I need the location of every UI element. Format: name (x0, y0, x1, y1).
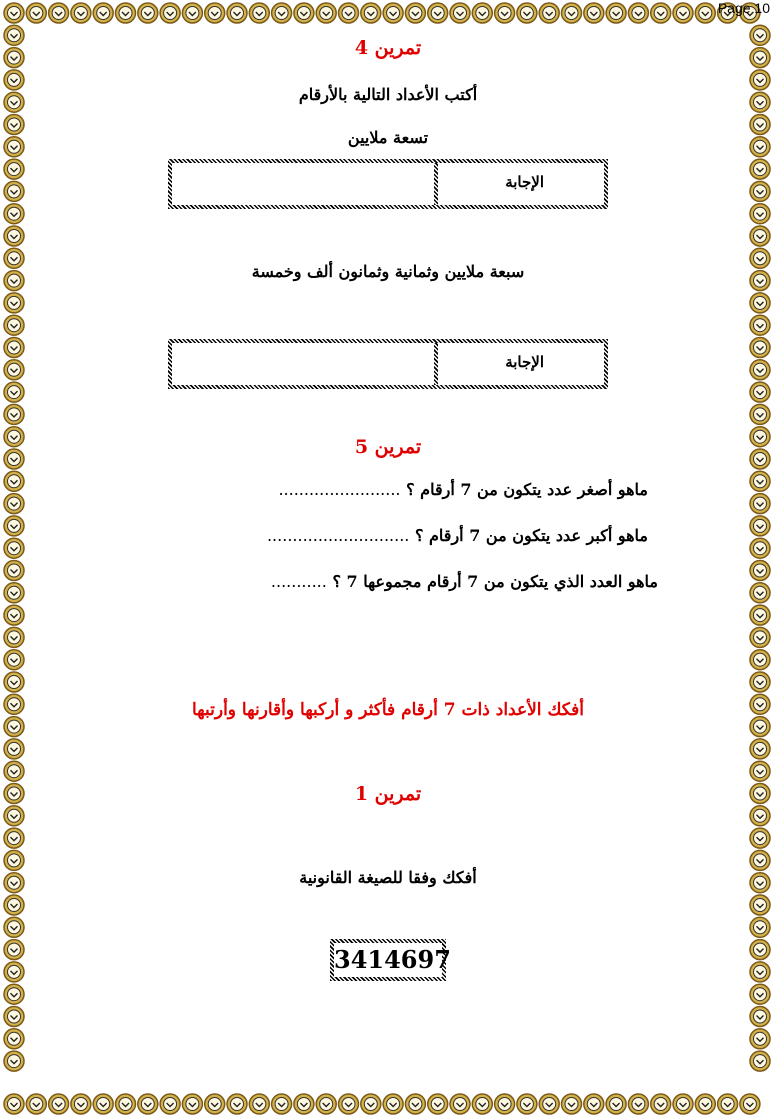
clock-icon (517, 1094, 537, 1114)
clock-icon (472, 1094, 492, 1114)
clock-icon (750, 828, 770, 848)
clock-icon (495, 3, 515, 23)
clock-icon (606, 1094, 626, 1114)
clock-icon (4, 917, 24, 937)
clock-icon (4, 627, 24, 647)
clock-icon (4, 315, 24, 335)
clock-icon (750, 761, 770, 781)
clock-icon (695, 3, 715, 23)
number-value: 3414697 (334, 945, 451, 974)
question-2 (267, 526, 648, 545)
clock-icon (750, 583, 770, 603)
clock-icon (4, 940, 24, 960)
clock-icon (339, 3, 359, 23)
clock-icon (4, 181, 24, 201)
clock-icon (4, 293, 24, 313)
clock-icon (294, 1094, 314, 1114)
clock-icon (472, 3, 492, 23)
clock-icon (138, 1094, 158, 1114)
question-1-blank[interactable]: ........................ (278, 480, 401, 499)
exercise-4-item-1: تسعة ملايين (347, 128, 429, 147)
clock-icon (182, 1094, 202, 1114)
clock-icon (428, 1094, 448, 1114)
clock-icon (740, 1094, 760, 1114)
clock-icon (249, 1094, 269, 1114)
clock-icon (584, 1094, 604, 1114)
clock-icon (750, 516, 770, 536)
clock-icon (4, 605, 24, 625)
clock-icon (26, 1094, 46, 1114)
exercise-5-title: تمرين 5 (354, 436, 422, 458)
clock-icon (26, 3, 46, 23)
answer-box-2 (168, 339, 608, 389)
clock-icon (4, 1051, 24, 1071)
clock-icon (116, 1094, 136, 1114)
clock-icon (695, 1094, 715, 1114)
clock-icon (160, 3, 180, 23)
clock-icon (4, 672, 24, 692)
clock-icon (138, 3, 158, 23)
clock-icon (4, 516, 24, 536)
clock-icon (750, 962, 770, 982)
clock-icon (383, 1094, 403, 1114)
clock-icon (316, 1094, 336, 1114)
clock-icon (750, 984, 770, 1004)
clock-icon (4, 1007, 24, 1027)
clock-icon (4, 1094, 24, 1114)
clock-icon (405, 3, 425, 23)
clock-icon (4, 962, 24, 982)
clock-icon (4, 382, 24, 402)
clock-icon (628, 1094, 648, 1114)
clock-icon (750, 739, 770, 759)
clock-icon (93, 1094, 113, 1114)
question-1 (278, 480, 648, 499)
clock-icon (750, 204, 770, 224)
clock-icon (750, 1007, 770, 1027)
clock-icon (49, 3, 69, 23)
clock-icon (4, 494, 24, 514)
clock-icon (517, 3, 537, 23)
clock-icon (750, 382, 770, 402)
clock-icon (272, 3, 292, 23)
clock-icon (316, 3, 336, 23)
clock-icon (450, 1094, 470, 1114)
answer-label-2: الإجابة (505, 353, 544, 371)
exercise-4-instruction: أكتب الأعداد التالية بالأرقام (298, 85, 478, 104)
clock-icon (4, 650, 24, 670)
clock-icon (205, 3, 225, 23)
clock-icon (750, 1051, 770, 1071)
clock-icon (227, 3, 247, 23)
clock-icon (361, 1094, 381, 1114)
clock-icon (750, 806, 770, 826)
clock-icon (160, 1094, 180, 1114)
clock-icon (750, 940, 770, 960)
clock-icon (750, 917, 770, 937)
question-1-text: ماهو أصغر عدد يتكون من 7 أرقام ؟ (406, 480, 648, 499)
clock-icon (495, 1094, 515, 1114)
clock-icon (4, 895, 24, 915)
clock-icon (4, 404, 24, 424)
clock-icon (750, 404, 770, 424)
clock-icon (750, 672, 770, 692)
clock-icon (539, 1094, 559, 1114)
clock-icon (428, 3, 448, 23)
question-3-text: ماهو العدد الذي يتكون من 7 أرقام مجموعها 7 ؟ (332, 572, 658, 591)
clock-icon (584, 3, 604, 23)
exercise-4-title: تمرين 4 (354, 37, 422, 59)
clock-icon (4, 226, 24, 246)
clock-icon (294, 3, 314, 23)
clock-icon (4, 739, 24, 759)
clock-icon (450, 3, 470, 23)
clock-icon (651, 1094, 671, 1114)
clock-icon (750, 338, 770, 358)
question-3-blank[interactable]: ........... (270, 572, 327, 591)
section-heading: أفكك الأعداد ذات 7 أرقام فأكثر و أركبها وأقارنها وأرتبها (191, 700, 585, 720)
clock-icon (750, 605, 770, 625)
clock-icon (750, 360, 770, 380)
clock-icon (539, 3, 559, 23)
clock-icon (4, 561, 24, 581)
clock-icon (405, 1094, 425, 1114)
answer-box-divider (434, 163, 438, 205)
clock-icon (750, 895, 770, 915)
clock-icon (562, 3, 582, 23)
clock-icon (93, 3, 113, 23)
clock-icon (361, 3, 381, 23)
exercise-1-title: تمرين 1 (354, 783, 422, 805)
clock-icon (673, 3, 693, 23)
clock-icon (116, 3, 136, 23)
answer-field-1[interactable] (172, 163, 434, 205)
clock-icon (718, 1094, 738, 1114)
answer-box-1 (168, 159, 608, 209)
clock-icon (750, 315, 770, 335)
clock-icon (339, 1094, 359, 1114)
clock-icon (673, 1094, 693, 1114)
clock-icon (750, 561, 770, 581)
clock-icon (4, 806, 24, 826)
clock-icon (562, 1094, 582, 1114)
clock-icon (4, 761, 24, 781)
clock-icon (49, 1094, 69, 1114)
clock-icon (4, 538, 24, 558)
clock-icon (4, 159, 24, 179)
clock-icon (182, 3, 202, 23)
clock-icon (4, 984, 24, 1004)
clock-icon (750, 293, 770, 313)
clock-icon (4, 360, 24, 380)
clock-icon (750, 538, 770, 558)
clock-icon (750, 650, 770, 670)
clock-icon (4, 3, 24, 23)
clock-icon (383, 3, 403, 23)
clock-icon (227, 1094, 247, 1114)
clock-icon (71, 3, 91, 23)
clock-icon (750, 627, 770, 647)
answer-box-divider (434, 343, 438, 385)
exercise-4-item-2: سبعة ملايين وثمانية وثمانون ألف وخمسة (251, 262, 525, 281)
clock-icon (4, 828, 24, 848)
clock-icon (628, 3, 648, 23)
clock-icon (4, 338, 24, 358)
clock-icon (750, 181, 770, 201)
clock-icon (205, 1094, 225, 1114)
clock-icon (750, 1029, 770, 1049)
question-2-text: ماهو أكبر عدد يتكون من 7 أرقام ؟ (414, 526, 648, 545)
answer-field-2[interactable] (172, 343, 434, 385)
clock-icon (249, 3, 269, 23)
clock-icon (750, 494, 770, 514)
clock-icon (4, 471, 24, 491)
answer-label-1: الإجابة (505, 173, 544, 191)
clock-icon (272, 1094, 292, 1114)
clock-icon (4, 583, 24, 603)
clock-icon (750, 226, 770, 246)
clock-icon (4, 1029, 24, 1049)
clock-icon (651, 3, 671, 23)
clock-icon (750, 159, 770, 179)
clock-icon (606, 3, 626, 23)
question-2-blank[interactable]: ............................ (266, 526, 410, 545)
clock-icon (750, 471, 770, 491)
number-box (330, 939, 451, 981)
question-3 (271, 572, 658, 591)
page-number: Page 10 (717, 0, 770, 16)
exercise-1-instruction: أفكك وفقا للصيغة القانونية (299, 868, 477, 887)
clock-icon (71, 1094, 91, 1114)
clock-icon (4, 204, 24, 224)
